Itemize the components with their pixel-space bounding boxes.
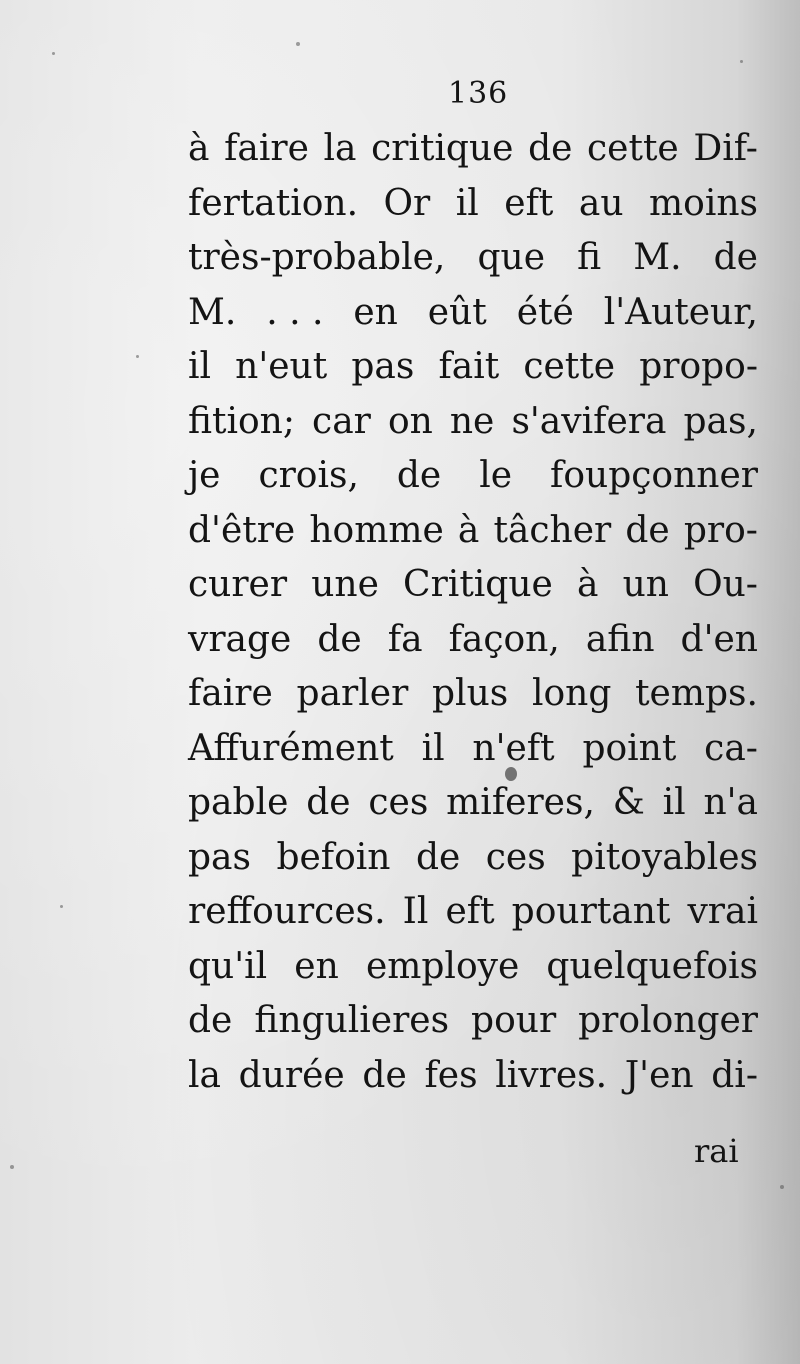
word: d'être — [188, 509, 296, 551]
word: eft — [504, 182, 554, 224]
word: Or — [383, 182, 431, 224]
word: il — [188, 346, 212, 387]
word: pourtant — [511, 891, 671, 932]
word: long — [531, 673, 612, 714]
text-line — [188, 558, 758, 613]
word: qu'il — [188, 945, 268, 987]
word: employe — [365, 945, 520, 987]
word: car — [312, 400, 371, 442]
word: très-probable, — [188, 237, 446, 278]
word: de — [625, 509, 670, 551]
word: on — [387, 400, 433, 442]
word: une — [311, 564, 379, 605]
paper-speck — [740, 60, 743, 63]
page-number: 136 — [448, 76, 509, 111]
word: moins — [649, 182, 758, 224]
word: afin — [585, 618, 655, 660]
word: vrai — [687, 891, 758, 932]
text-line — [188, 449, 758, 504]
word: un — [622, 564, 669, 605]
word: parler — [296, 673, 409, 714]
word: il — [455, 182, 479, 224]
word: faire — [188, 673, 273, 714]
word: été — [516, 291, 574, 333]
word: en — [353, 291, 398, 333]
word: point — [582, 727, 677, 769]
word: critique — [371, 128, 514, 169]
word: durée — [238, 1054, 345, 1096]
text-line — [188, 395, 758, 450]
word: au — [578, 182, 624, 224]
word: de — [396, 455, 442, 496]
catchword: rai — [694, 1132, 739, 1170]
text-line — [188, 122, 758, 177]
paper-speck — [52, 52, 55, 55]
word: ces — [485, 836, 546, 878]
word: ca- — [704, 727, 758, 769]
word: fa — [387, 618, 423, 660]
paper-speck — [780, 1185, 784, 1189]
text-line — [188, 994, 758, 1049]
word: reffources. — [188, 891, 386, 932]
word: la — [188, 1054, 221, 1096]
word: fingulieres — [254, 1000, 450, 1041]
word: pas — [351, 346, 415, 387]
word: di- — [711, 1054, 758, 1096]
word: cette — [587, 128, 679, 169]
word: à — [457, 509, 480, 551]
word: fition; — [188, 400, 295, 442]
word: n'eut — [235, 346, 328, 387]
word: miferes, — [446, 782, 595, 823]
word: l'Auteur, — [603, 291, 758, 333]
word: Ou- — [693, 564, 758, 605]
word: plus — [432, 673, 509, 714]
word: fes — [424, 1054, 478, 1096]
text-line — [188, 722, 758, 777]
word: je — [188, 455, 221, 496]
word: M. — [188, 291, 237, 333]
word: de — [306, 782, 351, 823]
text-line — [188, 504, 758, 559]
word: faire — [224, 128, 309, 169]
word: Dif- — [693, 128, 758, 169]
word: de — [188, 1000, 233, 1041]
word: M. — [633, 237, 682, 278]
paper-speck — [10, 1165, 14, 1169]
text-line — [188, 177, 758, 232]
word: propo- — [639, 346, 758, 387]
word: de — [362, 1054, 407, 1096]
word: à — [188, 128, 210, 169]
paper-speck — [296, 42, 300, 46]
word: prolonger — [578, 1000, 758, 1041]
word: temps. — [635, 673, 758, 714]
word: pro- — [683, 509, 758, 551]
word: ne — [449, 400, 495, 442]
word: d'en — [680, 618, 758, 660]
word: quelquefois — [546, 945, 758, 987]
text-line — [188, 667, 758, 722]
word: de — [713, 237, 758, 278]
word: s'avifera — [511, 400, 667, 442]
word: de — [528, 128, 573, 169]
word: le — [479, 455, 513, 496]
word: Il — [402, 891, 429, 932]
word: eft — [445, 891, 495, 932]
word: fertation. — [188, 182, 359, 224]
word: crois, — [258, 455, 359, 496]
word: à — [576, 564, 599, 605]
word: homme — [309, 509, 444, 551]
paper-speck — [60, 905, 63, 908]
text-line — [188, 613, 758, 668]
word: n'a — [703, 782, 758, 823]
word: pas — [188, 836, 251, 878]
word: il — [421, 727, 445, 769]
word: Affurément — [188, 727, 394, 769]
word: Critique — [403, 564, 553, 605]
word: pitoyables — [571, 836, 758, 878]
word: en — [294, 945, 339, 987]
word: que — [477, 237, 546, 278]
word: cette — [523, 346, 616, 387]
text-line — [188, 231, 758, 286]
word: n'eft — [472, 727, 555, 769]
word: ces — [368, 782, 429, 823]
word: fi — [577, 237, 602, 278]
word: tâcher — [493, 509, 612, 551]
word: pas, — [683, 400, 758, 442]
word: il — [662, 782, 686, 823]
word: & — [612, 782, 645, 823]
word: pable — [188, 782, 289, 823]
word: de — [317, 618, 362, 660]
text-line — [188, 340, 758, 395]
word: de — [415, 836, 461, 878]
body-text — [188, 122, 758, 1103]
word: livres. — [495, 1054, 608, 1096]
text-line — [188, 1049, 758, 1104]
text-line — [188, 831, 758, 886]
word: fait — [438, 346, 500, 387]
paper-speck — [136, 355, 139, 358]
word: la — [323, 128, 357, 169]
word: eût — [427, 291, 487, 333]
word: foupçonner — [550, 455, 758, 496]
text-line — [188, 776, 758, 831]
word: . . . — [266, 291, 324, 333]
word: vrage — [188, 618, 292, 660]
word: façon, — [448, 618, 560, 660]
word: curer — [188, 564, 288, 605]
word: pour — [471, 1000, 557, 1041]
text-line — [188, 940, 758, 995]
text-line — [188, 885, 758, 940]
word: befoin — [276, 836, 391, 878]
word: J'en — [624, 1054, 694, 1096]
text-line — [188, 286, 758, 341]
